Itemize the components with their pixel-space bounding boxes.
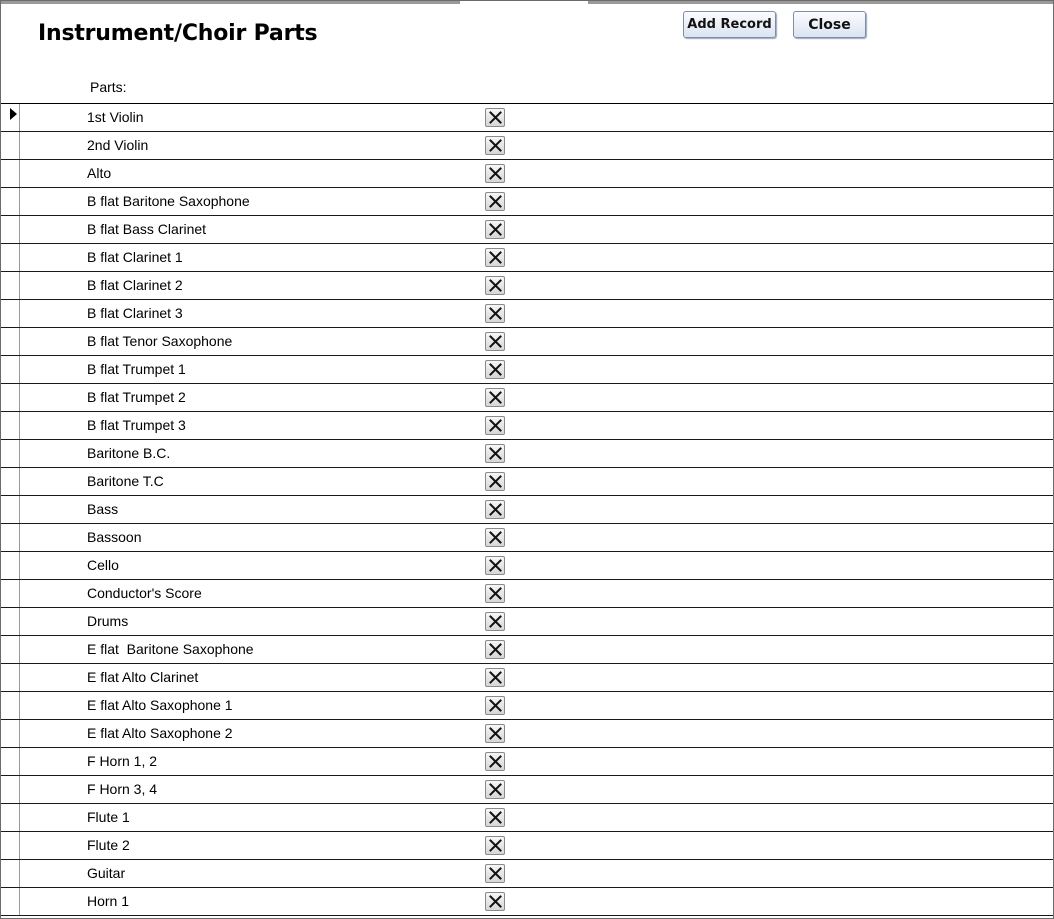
part-name-field[interactable]: B flat Clarinet 2	[87, 277, 183, 293]
close-icon	[489, 531, 502, 544]
table-row[interactable]	[1, 636, 1053, 664]
close-icon	[489, 195, 502, 208]
delete-part-button[interactable]	[485, 388, 505, 407]
part-name-field[interactable]: B flat Trumpet 3	[87, 417, 186, 433]
add-record-button[interactable]: Add Record	[683, 11, 776, 38]
record-selector[interactable]	[1, 692, 20, 719]
part-name-field[interactable]: 1st Violin	[87, 109, 144, 125]
close-icon	[489, 363, 502, 376]
record-selector[interactable]	[1, 188, 20, 215]
record-selector[interactable]	[1, 468, 20, 495]
close-icon	[489, 419, 502, 432]
close-icon	[489, 111, 502, 124]
delete-part-button[interactable]	[485, 724, 505, 743]
table-row[interactable]	[1, 440, 1053, 468]
part-name-field[interactable]: Bass	[87, 501, 119, 517]
close-icon	[489, 867, 502, 880]
part-name-field[interactable]: F Horn 1, 2	[87, 753, 158, 769]
close-icon	[489, 391, 502, 404]
delete-part-button[interactable]	[485, 752, 505, 771]
part-name-field[interactable]: B flat Clarinet 3	[87, 305, 183, 321]
part-name-field[interactable]: Baritone B.C.	[87, 445, 171, 461]
part-name-field[interactable]: B flat Tenor Saxophone	[87, 333, 233, 349]
table-row[interactable]	[1, 272, 1053, 300]
close-icon	[489, 503, 502, 516]
delete-part-button[interactable]	[485, 808, 505, 827]
table-row[interactable]	[1, 776, 1053, 804]
table-row[interactable]	[1, 524, 1053, 552]
delete-part-button[interactable]	[485, 304, 505, 323]
delete-part-button[interactable]	[485, 584, 505, 603]
close-icon	[489, 839, 502, 852]
close-icon	[489, 447, 502, 460]
table-row[interactable]	[1, 720, 1053, 748]
delete-part-button[interactable]	[485, 472, 505, 491]
delete-part-button[interactable]	[485, 892, 505, 911]
delete-part-button[interactable]	[485, 640, 505, 659]
part-name-field[interactable]: Alto	[87, 165, 112, 181]
table-row[interactable]	[1, 412, 1053, 440]
close-icon	[489, 587, 502, 600]
record-selector[interactable]	[1, 776, 20, 803]
table-row[interactable]	[1, 804, 1053, 832]
table-row[interactable]	[1, 300, 1053, 328]
record-selector[interactable]	[1, 804, 20, 831]
record-selector[interactable]	[1, 412, 20, 439]
close-icon	[489, 167, 502, 180]
close-icon	[489, 783, 502, 796]
table-row[interactable]	[1, 160, 1053, 188]
part-name-field[interactable]: Conductor's Score	[87, 585, 202, 601]
part-name-field[interactable]: Flute 1	[87, 809, 130, 825]
record-pointer-icon	[10, 108, 17, 120]
part-name-field[interactable]: Drums	[87, 613, 129, 629]
close-icon	[489, 335, 502, 348]
delete-part-button[interactable]	[485, 332, 505, 351]
close-icon	[489, 699, 502, 712]
record-selector[interactable]	[1, 328, 20, 355]
part-name-field[interactable]: 2nd Violin	[87, 137, 149, 153]
delete-part-button[interactable]	[485, 500, 505, 519]
close-icon	[489, 727, 502, 740]
close-icon	[489, 755, 502, 768]
page-title: Instrument/Choir Parts	[38, 21, 318, 46]
close-icon	[489, 615, 502, 628]
delete-part-button[interactable]	[485, 416, 505, 435]
part-name-field[interactable]: B flat Trumpet 1	[87, 361, 186, 377]
record-selector[interactable]	[1, 580, 20, 607]
record-selector[interactable]	[1, 272, 20, 299]
part-name-field[interactable]: Flute 2	[87, 837, 130, 853]
table-row[interactable]	[1, 692, 1053, 720]
delete-part-button[interactable]	[485, 528, 505, 547]
record-selector[interactable]	[1, 524, 20, 551]
record-selector[interactable]	[1, 132, 20, 159]
delete-part-button[interactable]	[485, 108, 505, 127]
record-selector[interactable]	[1, 160, 20, 187]
part-name-field[interactable]: Horn 1	[87, 893, 130, 909]
delete-part-button[interactable]	[485, 836, 505, 855]
record-selector[interactable]	[1, 104, 20, 131]
part-name-field[interactable]: B flat Baritone Saxophone	[87, 193, 250, 209]
record-selector[interactable]	[1, 216, 20, 243]
close-icon	[489, 559, 502, 572]
delete-part-button[interactable]	[485, 696, 505, 715]
part-name-field[interactable]: Cello	[87, 557, 119, 573]
delete-part-button[interactable]	[485, 220, 505, 239]
part-name-field[interactable]: E flat Alto Saxophone 1	[87, 697, 233, 713]
table-row[interactable]	[1, 132, 1053, 160]
delete-part-button[interactable]	[485, 164, 505, 183]
delete-part-button[interactable]	[485, 668, 505, 687]
close-button[interactable]: Close	[793, 11, 866, 38]
close-icon	[489, 279, 502, 292]
table-row[interactable]	[1, 860, 1053, 888]
record-selector[interactable]	[1, 300, 20, 327]
table-row[interactable]	[1, 384, 1053, 412]
table-row[interactable]	[1, 216, 1053, 244]
table-row[interactable]	[1, 552, 1053, 580]
close-icon	[489, 671, 502, 684]
part-name-field[interactable]: B flat Clarinet 1	[87, 249, 183, 265]
record-selector[interactable]	[1, 608, 20, 635]
close-icon	[489, 251, 502, 264]
table-row[interactable]	[1, 244, 1053, 272]
record-selector[interactable]	[1, 888, 20, 915]
table-row[interactable]	[1, 356, 1053, 384]
part-name-field[interactable]: E flat Baritone Saxophone	[87, 641, 254, 657]
parts-column-label: Parts:	[90, 79, 127, 95]
delete-part-button[interactable]	[485, 360, 505, 379]
record-selector[interactable]	[1, 664, 20, 691]
table-row[interactable]	[1, 664, 1053, 692]
table-row[interactable]	[1, 608, 1053, 636]
close-icon	[489, 307, 502, 320]
part-name-field[interactable]: Guitar	[87, 865, 126, 881]
table-row[interactable]	[1, 888, 1053, 916]
part-name-field[interactable]: E flat Alto Clarinet	[87, 669, 199, 685]
close-icon	[489, 475, 502, 488]
record-selector[interactable]	[1, 636, 20, 663]
part-name-field[interactable]: Bassoon	[87, 529, 142, 545]
record-selector[interactable]	[1, 860, 20, 887]
record-selector[interactable]	[1, 552, 20, 579]
delete-part-button[interactable]	[485, 612, 505, 631]
record-selector[interactable]	[1, 356, 20, 383]
record-selector[interactable]	[1, 244, 20, 271]
part-name-field[interactable]: F Horn 3, 4	[87, 781, 158, 797]
delete-part-button[interactable]	[485, 248, 505, 267]
record-selector[interactable]	[1, 440, 20, 467]
record-selector[interactable]	[1, 748, 20, 775]
parts-list	[1, 103, 1053, 919]
part-name-field[interactable]: B flat Bass Clarinet	[87, 221, 207, 237]
record-selector[interactable]	[1, 496, 20, 523]
close-icon	[489, 223, 502, 236]
window-top-border	[1, 1, 1053, 4]
delete-part-button[interactable]	[485, 780, 505, 799]
table-row[interactable]	[1, 104, 1053, 132]
close-icon	[489, 895, 502, 908]
part-name-field[interactable]: Baritone T.C	[87, 473, 164, 489]
delete-part-button[interactable]	[485, 556, 505, 575]
table-row[interactable]	[1, 580, 1053, 608]
delete-part-button[interactable]	[485, 136, 505, 155]
table-row[interactable]	[1, 188, 1053, 216]
table-row[interactable]	[1, 748, 1053, 776]
close-icon	[489, 139, 502, 152]
close-icon	[489, 643, 502, 656]
table-row[interactable]	[1, 468, 1053, 496]
delete-part-button[interactable]	[485, 276, 505, 295]
part-name-field[interactable]: E flat Alto Saxophone 2	[87, 725, 233, 741]
table-row[interactable]	[1, 832, 1053, 860]
table-row[interactable]	[1, 496, 1053, 524]
delete-part-button[interactable]	[485, 864, 505, 883]
record-selector[interactable]	[1, 720, 20, 747]
delete-part-button[interactable]	[485, 444, 505, 463]
close-icon	[489, 811, 502, 824]
part-name-field[interactable]: B flat Trumpet 2	[87, 389, 186, 405]
table-row[interactable]	[1, 328, 1053, 356]
record-selector[interactable]	[1, 832, 20, 859]
delete-part-button[interactable]	[485, 192, 505, 211]
record-selector[interactable]	[1, 384, 20, 411]
